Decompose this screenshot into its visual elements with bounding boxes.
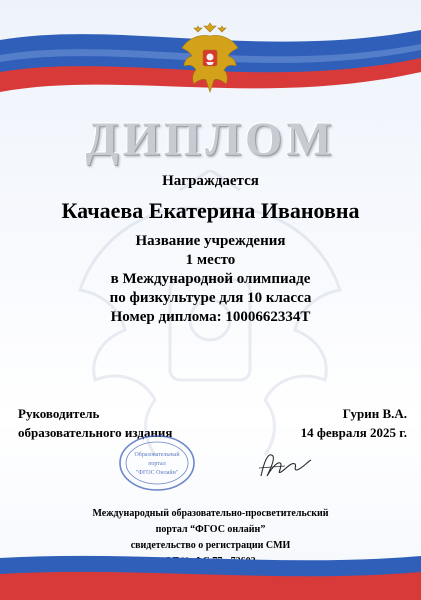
recipient-name: Качаева Екатерина Ивановна [61, 198, 360, 223]
official-stamp [118, 434, 196, 492]
flag-wave-bottom [0, 550, 421, 600]
diploma-number: Номер диплома: 1000662334Т [110, 309, 311, 325]
place-text: 1 место [185, 252, 236, 268]
signatory-title-line-2: образовательного издания [18, 425, 173, 440]
stamp-line-1: Образовательный [134, 452, 180, 458]
footer-line-1: Международный образовательно-просветительский [92, 508, 329, 519]
signatory-title-line-1: Руководитель [18, 406, 100, 421]
issue-date: 14 февраля 2025 г. [300, 425, 407, 440]
signatory-details [301, 404, 407, 442]
institution-name: Название учреждения [135, 233, 286, 249]
handwritten-signature [255, 448, 315, 482]
footer-line-2: портал “ФГОС онлайн” [155, 524, 266, 535]
stamp-line-3: "ФГОС Онлайн" [135, 470, 179, 476]
signatory-name: Гурин В.А. [342, 406, 407, 421]
event-line-1: в Международной олимпиаде [110, 271, 311, 287]
diploma-title: ДИПЛОМ [85, 113, 336, 166]
footer-line-3: свидетельство о регистрации СМИ [130, 540, 291, 551]
coat-of-arms-emblem [178, 22, 242, 98]
stamp-line-2: портал [148, 461, 166, 467]
award-details [0, 232, 421, 327]
event-line-2: по физкультуре для 10 класса [109, 290, 312, 306]
awarded-label: Награждается [162, 173, 259, 189]
